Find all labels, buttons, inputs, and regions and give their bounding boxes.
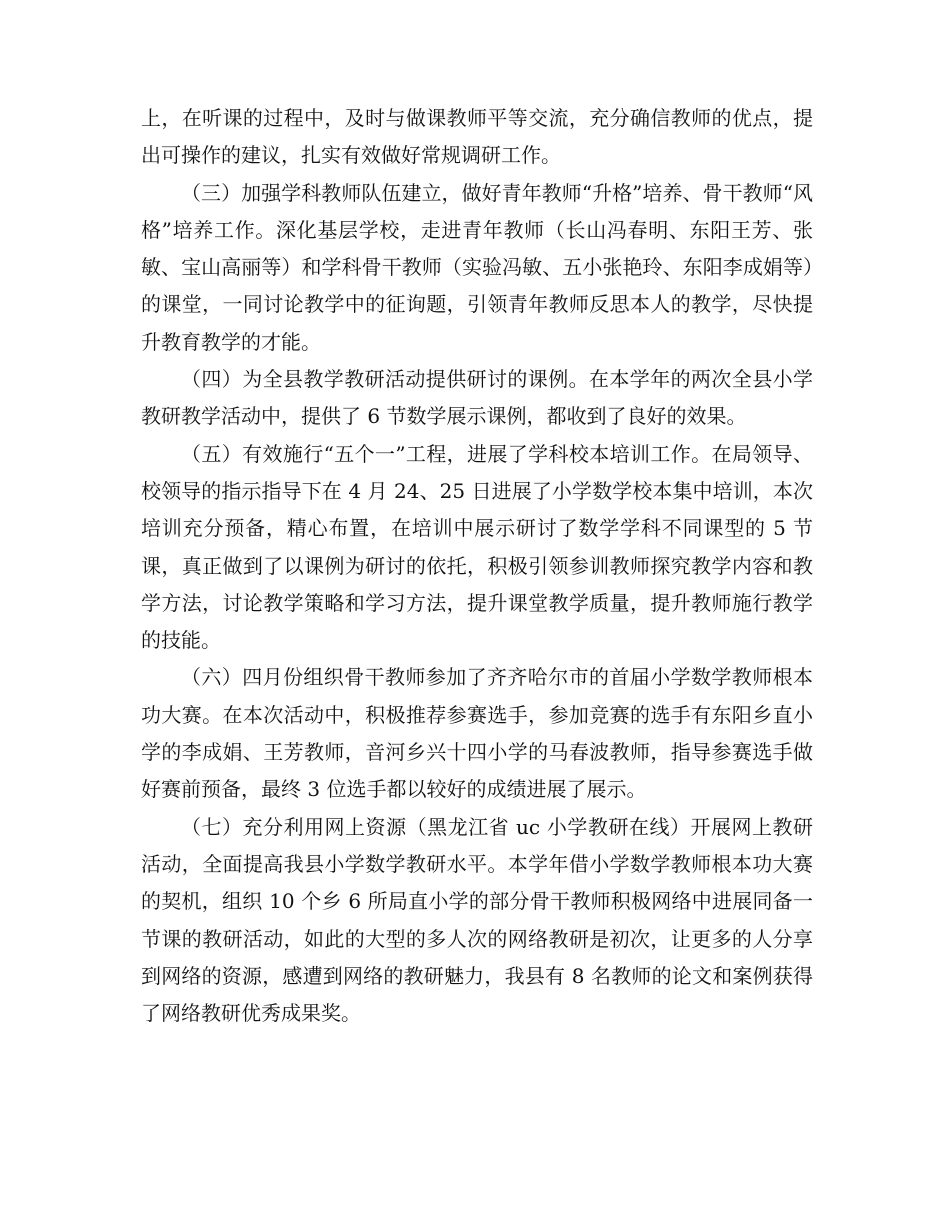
paragraph-section-6: （六）四月份组织骨干教师参加了齐齐哈尔市的首届小学数学教师根本功大赛。在本次活动中，积极推荐参赛选手，参加竞赛的选手有东阳乡直小学的李成娟、王芳教师，音河乡兴十四小学的马春波教师，指导参赛选手做好赛前预备，最终 3 位选手都以较好的成绩进展了展示。 bbox=[141, 665, 813, 802]
paragraph-section-7: （七）充分利用网上资源（黑龙江省 uc 小学教研在线）开展网上教研活动，全面提高我县小学数学教研水平。本学年借小学数学教师根本功大赛的契机，组织 10 个乡 6 所局直小学的部分骨干教师积极网络中进展同备一节课的教研活动，如此的大型的多人次的网络教研是初次，让更多的人分享到网络的资源，感遭到网络的教研魅力，我县有 8 名教师的论文和案例获得了网络教研优秀成果奖。 bbox=[141, 814, 813, 1026]
paragraph-section-5: （五）有效施行“五个一”工程，进展了学科校本培训工作。在局领导、校领导的指示指导下在 4 月 24、25 日进展了小学数学校本集中培训，本次培训充分预备，精心布置，在培训中展示研讨了数学学科不同课型的 5 节课，真正做到了以课例为研讨的依托，积极引领参训教师探究教学内容和教学方法，讨论教学策略和学习方法，提升课堂教学质量，提升教师施行教学的技能。 bbox=[141, 441, 813, 653]
paragraph-section-4: （四）为全县教学教研活动提供研讨的课例。在本学年的两次全县小学教研教学活动中，提供了 6 节数学展示课例，都收到了良好的效果。 bbox=[141, 367, 813, 429]
paragraph-continuation: 上，在听课的过程中，及时与做课教师平等交流，充分确信教师的优点，提出可操作的建议，扎实有效做好常规调研工作。 bbox=[141, 106, 813, 168]
paragraph-section-3: （三）加强学科教师队伍建立，做好青年教师“升格”培养、骨干教师“风格”培养工作。深化基层学校，走进青年教师（长山冯春明、东阳王芳、张敏、宝山高丽等）和学科骨干教师（实验冯敏、五小张艳玲、东阳李成娟等）的课堂，一同讨论教学中的征询题，引领青年教师反思本人的教学，尽快提升教育教学的才能。 bbox=[141, 180, 813, 354]
body-text bbox=[141, 100, 813, 1032]
